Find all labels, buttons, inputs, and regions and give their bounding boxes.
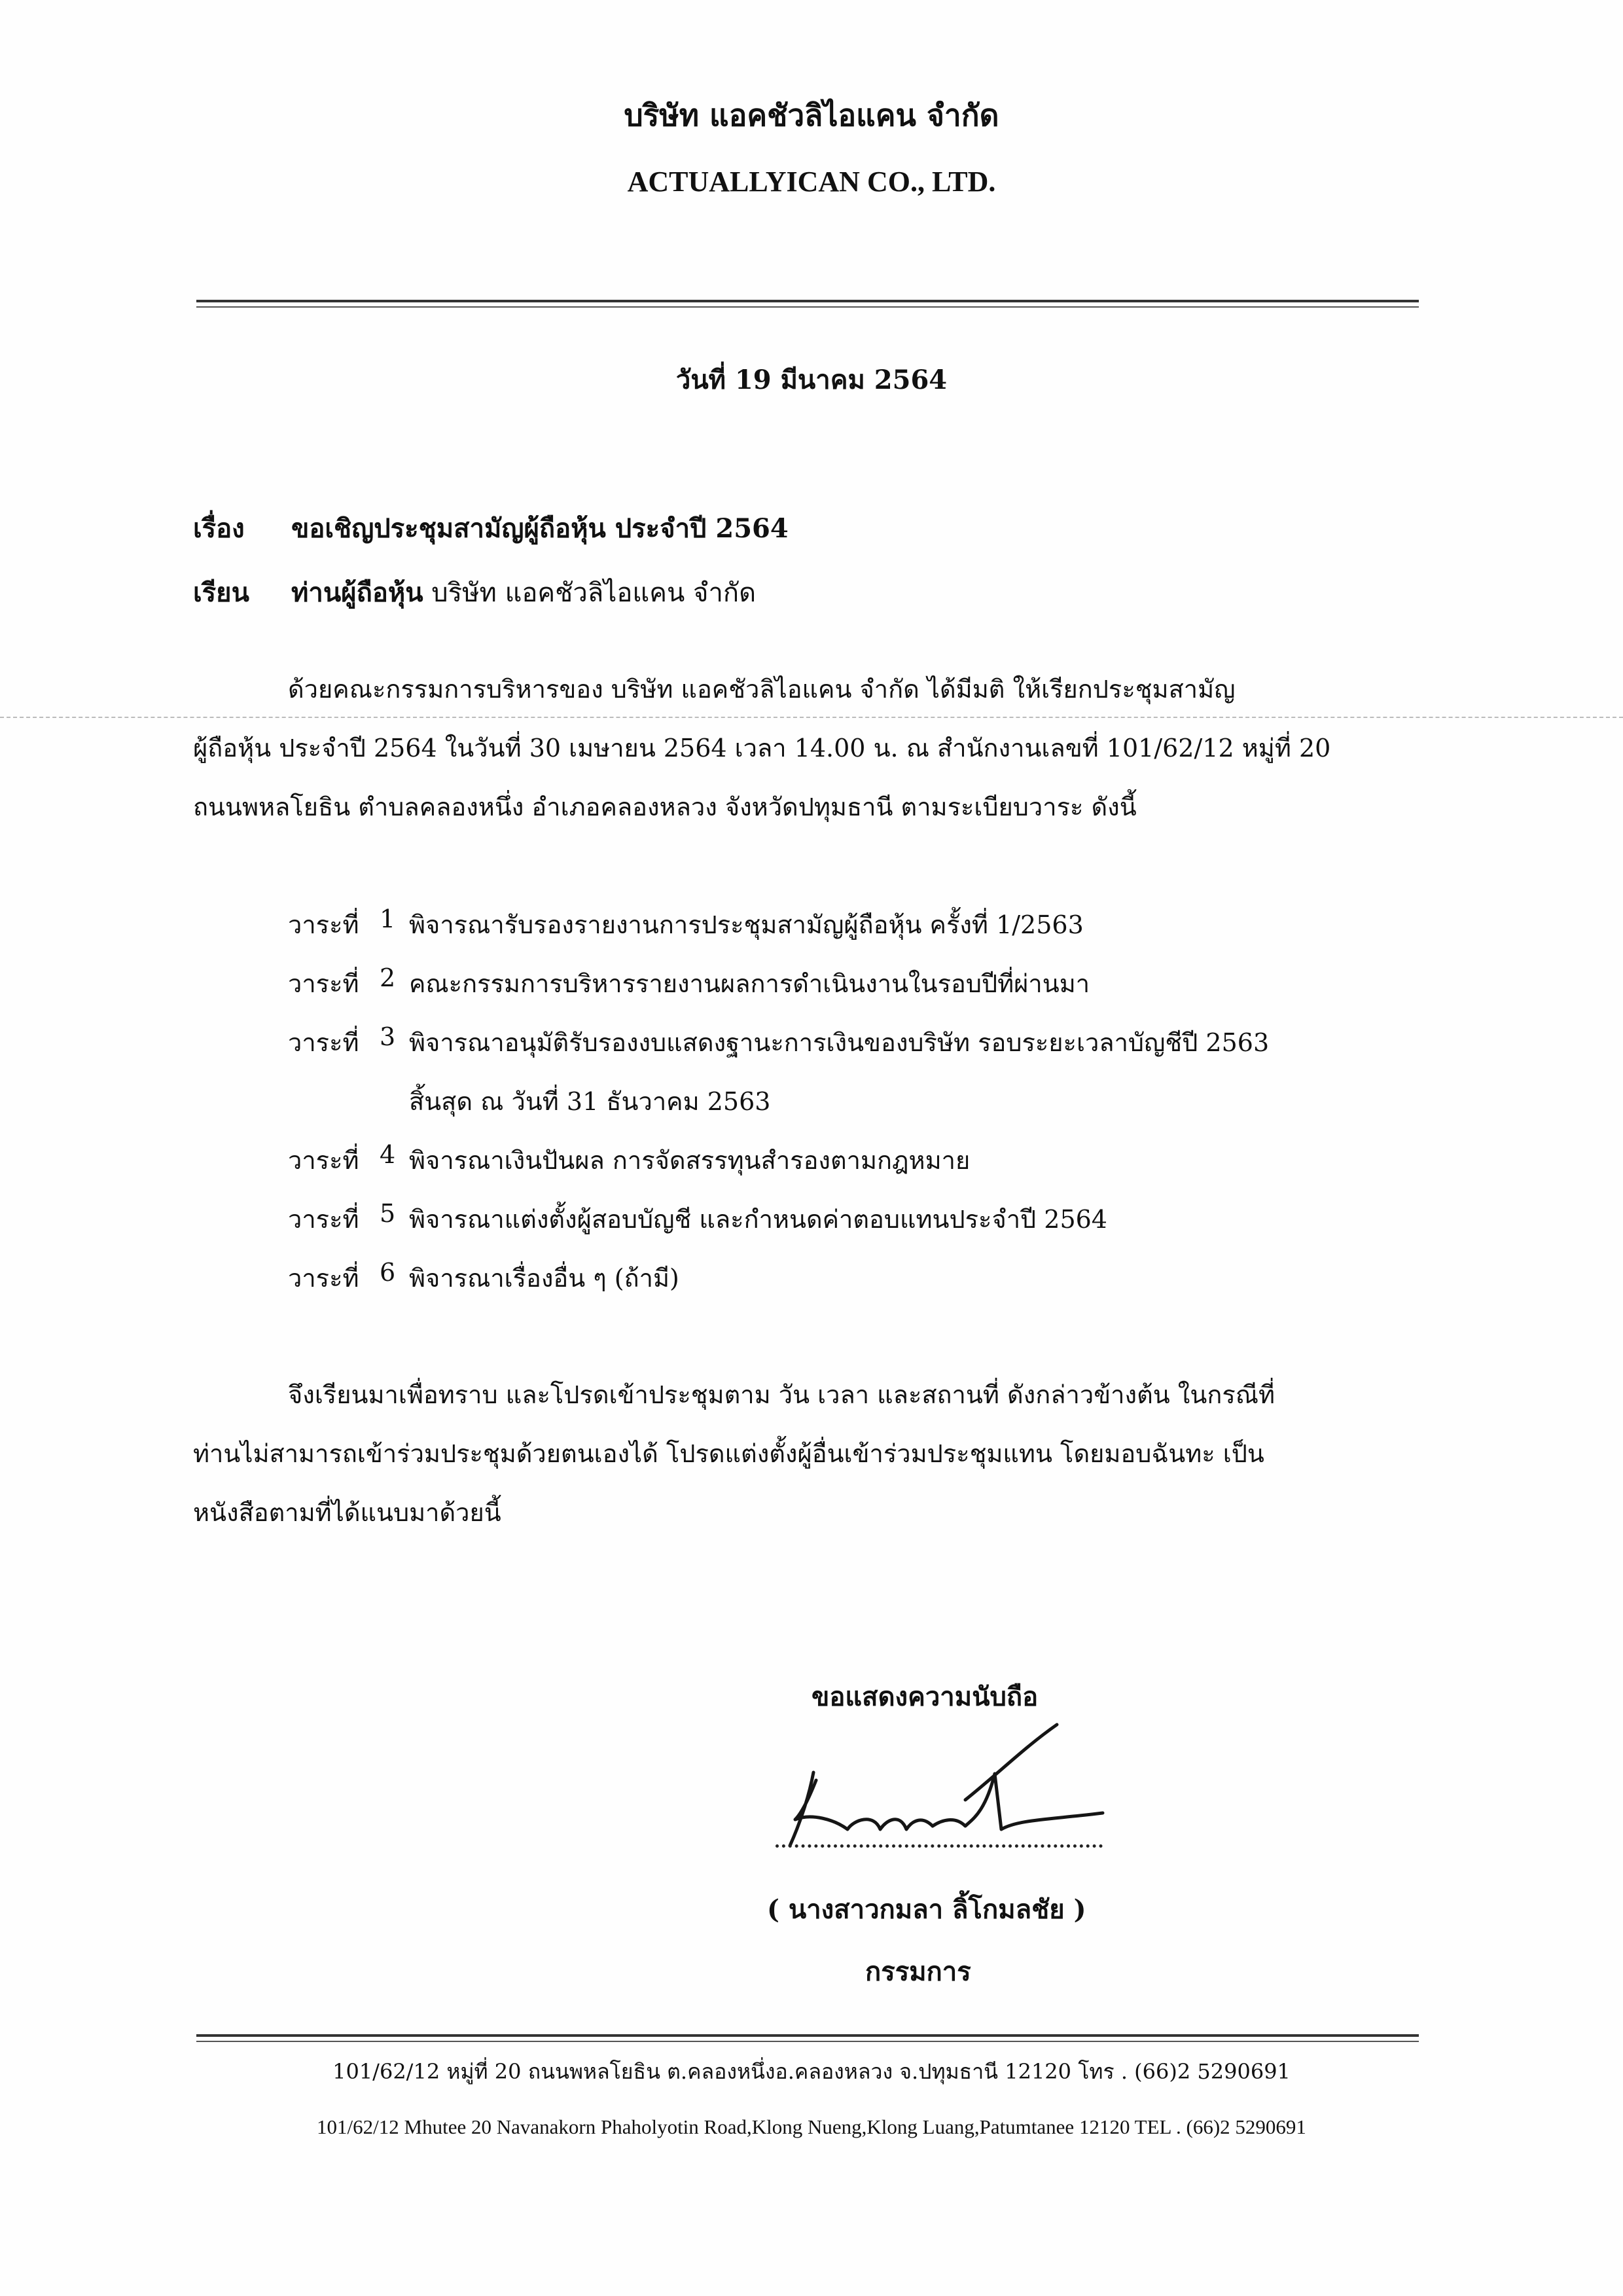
signer-title: กรรมการ [865,1956,971,1987]
scan-artifact-line [0,717,1623,718]
company-name-english: ACTUALLYICAN CO., LTD. [627,166,996,198]
closing-line: หนังสือตามที่ได้แนบมาด้วยนี้ [193,1498,501,1527]
subject-text: ขอเชิญประชุมสามัญผู้ถือหุ้น ประจำปี 2564 [291,513,789,544]
agenda-number: 1 [380,905,396,933]
agenda-number: 4 [380,1140,396,1169]
agenda-item-text: คณะกรรมการบริหารรายงานผลการดำเนินงานในรอบปีที่ผ่านมา [409,969,1090,998]
agenda-item-text: พิจารณารับรองรายงานการประชุมสามัญผู้ถือหุ้น ครั้งที่ 1/2563 [409,910,1084,939]
agenda-item-text-continued: สิ้นสุด ณ วันที่ 31 ธันวาคม 2563 [409,1087,771,1116]
recipient-bold: ท่านผู้ถือหุ้น [291,577,423,608]
agenda-item-text: พิจารณาเรื่องอื่น ๆ (ถ้ามี) [409,1264,679,1293]
signer-name: ( นางสาวกมลา ลิ้โกมลชัย ) [767,1894,1086,1925]
agenda-number: 6 [380,1258,396,1287]
agenda-item-text: พิจารณาเงินปันผล การจัดสรรทุนสำรองตามกฎหมาย [409,1146,971,1175]
footer-address-english: 101/62/12 Mhutee 20 Navanakorn Phaholyotin Road,Klong Nueng,Klong Luang,Patumtanee 12120 TEL . (66)2 5290691 [317,2115,1306,2138]
closing-salutation: ขอแสดงความนับถือ [812,1681,1039,1712]
footer-divider [196,2034,1419,2037]
agenda-label: วาระที่ [288,1146,359,1175]
agenda-number: 5 [380,1199,396,1228]
agenda-item-text: พิจารณาอนุมัติรับรองงบแสดงฐานะการเงินของบริษัท รอบระยะเวลาบัญชีปี 2563 [409,1028,1270,1057]
company-name-thai: บริษัท แอคชัวลิไอแคน จำกัด [624,98,999,133]
intro-line: ด้วยคณะกรรมการบริหารของ บริษัท แอคชัวลิไอแคน จำกัด ได้มีมติ ให้เรียกประชุมสามัญ [288,675,1236,704]
agenda-label: วาระที่ [288,1264,359,1293]
agenda-item-text: พิจารณาแต่งตั้งผู้สอบบัญชี และกำหนดค่าตอบแทนประจำปี 2564 [409,1205,1107,1234]
intro-line: ผู้ถือหุ้น ประจำปี 2564 ในวันที่ 30 เมษายน 2564 เวลา 14.00 น. ณ สำนักงานเลขที่ 101/62/12 หมู่ที่ 20 [193,734,1331,762]
footer-divider-thin [196,2041,1419,2042]
subject-label: เรื่อง [193,513,245,544]
footer-address-thai: 101/62/12 หมู่ที่ 20 ถนนพหลโยธิน ต.คลองหนึ่งอ.คลองหลวง จ.ปทุมธานี 12120 โทร . (66)2 5290691 [332,2059,1291,2084]
handwritten-signature [776,1721,1116,1852]
agenda-number: 2 [380,963,396,992]
signature-line [776,1844,1103,1848]
intro-line: ถนนพหลโยธิน ตำบลคลองหนึ่ง อำเภอคลองหลวง จังหวัดปทุมธานี ตามระเบียบวาระ ดังนี้ [193,793,1137,821]
recipient-label: เรียน [193,577,249,608]
letter-date: วันที่ 19 มีนาคม 2564 [675,365,948,395]
agenda-label: วาระที่ [288,910,359,939]
header-divider-thin [196,306,1419,308]
header-divider [196,300,1419,302]
closing-line: ท่านไม่สามารถเข้าร่วมประชุมด้วยตนเองได้ โปรดแต่งตั้งผู้อื่นเข้าร่วมประชุมแทน โดยมอบฉันทะ เป็น [193,1439,1264,1468]
recipient-line [291,571,756,613]
agenda-label: วาระที่ [288,969,359,998]
agenda-label: วาระที่ [288,1205,359,1234]
agenda-label: วาระที่ [288,1028,359,1057]
agenda-number: 3 [380,1022,396,1051]
closing-line: จึงเรียนมาเพื่อทราบ และโปรดเข้าประชุมตาม วัน เวลา และสถานที่ ดังกล่าวข้างต้น ในกรณีที่ [288,1380,1275,1409]
recipient-text: บริษัท แอคชัวลิไอแคน จำกัด [423,578,757,608]
